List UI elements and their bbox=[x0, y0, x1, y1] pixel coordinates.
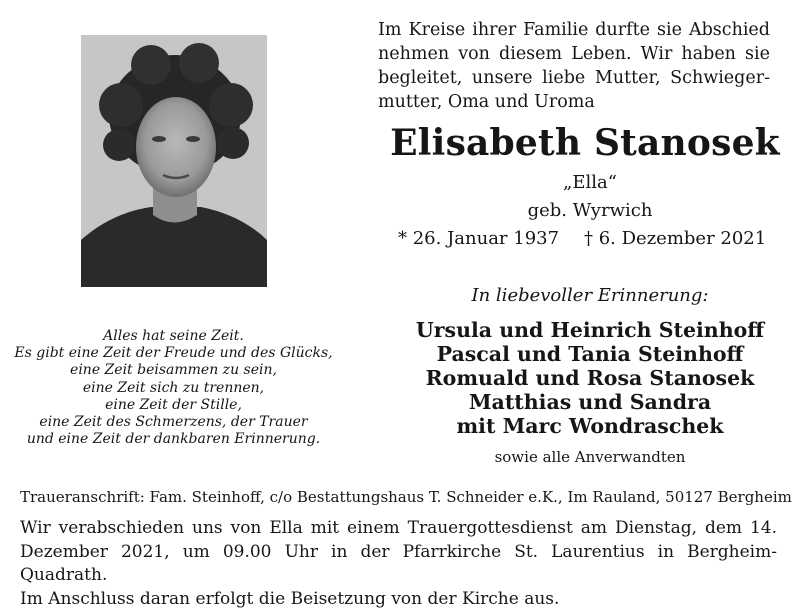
poem bbox=[0, 328, 347, 448]
service-line: Dezember 2021, um 09.00 Uhr in der Pfarrkirche St. Laurentius in Bergheim-Quadrath. bbox=[20, 541, 777, 588]
poem-line: eine Zeit sich zu trennen, bbox=[0, 380, 347, 397]
intro-line: mutter, Oma und Uroma bbox=[378, 90, 770, 114]
poem-line: eine Zeit beisammen zu sein, bbox=[0, 362, 347, 379]
family-line: Pascal und Tania Steinhoff bbox=[380, 342, 800, 366]
family-list bbox=[380, 318, 800, 438]
portrait-photo bbox=[81, 35, 267, 287]
family-line: mit Marc Wondraschek bbox=[380, 414, 800, 438]
poem-line: und eine Zeit der dankbaren Erinnerung. bbox=[0, 431, 347, 448]
portrait-illustration bbox=[81, 35, 267, 287]
birth-date: * 26. Januar 1937 bbox=[398, 228, 559, 249]
relatives-note: sowie alle Anverwandten bbox=[380, 448, 800, 466]
service-line: Im Anschluss daran erfolgt die Beisetzung von der Kirche aus. bbox=[20, 588, 777, 611]
intro-line: begleitet, unsere liebe Mutter, Schwieger- bbox=[378, 66, 770, 90]
poem-line: eine Zeit der Stille, bbox=[0, 397, 347, 414]
intro-line: nehmen von diesem Leben. Wir haben sie bbox=[378, 42, 770, 66]
family-line: Ursula und Heinrich Steinhoff bbox=[380, 318, 800, 342]
intro-line: Im Kreise ihrer Familie durfte sie Abschied bbox=[378, 18, 770, 42]
deceased-birth-name: geb. Wyrwich bbox=[505, 200, 675, 221]
intro-paragraph bbox=[378, 18, 770, 114]
service-line: Wir verabschieden uns von Ella mit einem Trauergottesdienst am Dienstag, dem 14. bbox=[20, 517, 777, 541]
poem-line: Es gibt eine Zeit der Freude und des Glücks, bbox=[0, 345, 347, 362]
service-announcement bbox=[20, 517, 777, 611]
memory-heading: In liebevoller Erinnerung: bbox=[380, 285, 800, 306]
poem-line: Alles hat seine Zeit. bbox=[0, 328, 347, 345]
family-line: Matthias und Sandra bbox=[380, 390, 800, 414]
deceased-name: Elisabeth Stanosek bbox=[370, 122, 800, 164]
family-line: Romuald und Rosa Stanosek bbox=[380, 366, 800, 390]
death-date: † 6. Dezember 2021 bbox=[584, 228, 766, 249]
mourning-address: Traueranschrift: Fam. Steinhoff, c/o Bestattungshaus T. Schneider e.K., Im Rauland, 50127 Bergheim bbox=[20, 488, 790, 506]
deceased-nickname: „Ella“ bbox=[520, 172, 660, 193]
poem-line: eine Zeit des Schmerzens, der Trauer bbox=[0, 414, 347, 431]
